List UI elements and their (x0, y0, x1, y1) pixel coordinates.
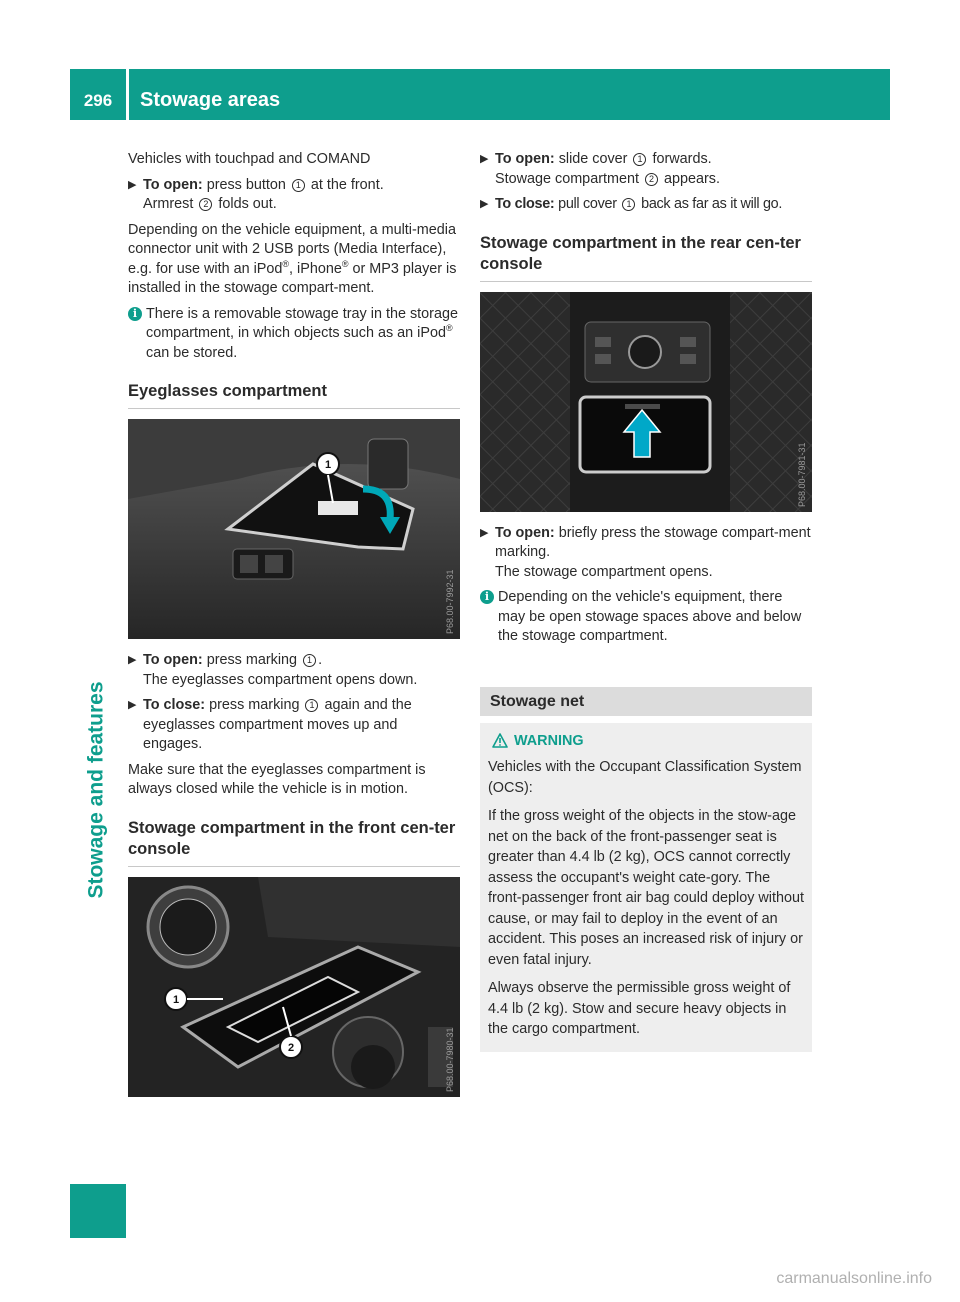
connector-text: , iPhone (289, 260, 342, 277)
marker-1-icon: 1 (292, 179, 305, 192)
marker-2-icon: 2 (645, 173, 658, 186)
info-note (128, 305, 460, 364)
eyeglasses-open-step (128, 651, 460, 690)
step-text: Armrest (143, 196, 194, 212)
page-number: 296 (83, 91, 113, 110)
step-arrow-icon: ▶ (480, 153, 489, 165)
connector-text: or MP3 player is installed in the stowage compart-ment. (128, 260, 457, 296)
front-console-image (128, 877, 460, 1097)
rear-console-open-step (480, 524, 812, 583)
warning-label: WARNING (514, 732, 584, 749)
info-text: There is a removable stowage tray in the storage compartment, in which objects such as an iPod (146, 305, 458, 341)
step-text: pull cover (558, 196, 617, 212)
warning-title (488, 731, 804, 752)
info-note (480, 588, 812, 647)
rear-console-image (480, 292, 812, 512)
marker-1-icon: 1 (303, 654, 316, 667)
marker-1-icon (173, 994, 179, 1006)
warning-paragraph: Vehicles with the Occupant Classification System (OCS): (488, 759, 802, 796)
front-console-open-step (480, 150, 812, 189)
step-arrow-icon: ▶ (480, 198, 489, 210)
warning-box (480, 723, 812, 1052)
step-arrow-icon: ▶ (128, 699, 137, 711)
eyeglasses-heading: Eyeglasses compartment (128, 381, 460, 409)
step-text: slide cover (558, 151, 628, 167)
step-text: . (318, 652, 323, 668)
svg-text:1: 1 (172, 993, 180, 1006)
step-text: Stowage compartment (495, 170, 639, 187)
marker-1-icon: 1 (305, 699, 318, 712)
connector-paragraph (128, 221, 460, 299)
connector-text: Depending on the vehicle equipment, a multi-media connector unit with 2 USB ports (Media Interface), e.g. for use with an iPod (128, 221, 456, 277)
eyeglasses-compartment-image (128, 419, 460, 639)
image-code: P68.00-7992-31 (445, 569, 455, 634)
step-arrow-icon: ▶ (480, 526, 489, 539)
header-divider (126, 69, 129, 120)
section-title: Stowage areas (140, 89, 281, 111)
intro-text: Vehicles with touchpad and COMAND (128, 151, 371, 167)
image-code: P68.00-7981-31 (797, 441, 807, 507)
marker-1-icon: 1 (633, 153, 646, 166)
step-text: press marking (209, 697, 300, 713)
step-arrow-icon: ▶ (128, 178, 137, 191)
step-label: To open: (495, 151, 555, 167)
warning-paragraph: If the gross weight of the objects in the stow-age net on the back of the front-passenger seat is greater than 4.4 lb (2 kg), OCS cannot correctly assess the occupant's weight cate-gory. The front-passenger front air bag could deploy without cause, or may fail to deploy in the event of an accident. This poses an increased risk of injury or even fatal injury. (488, 808, 804, 968)
step-text: at the front. (310, 176, 384, 193)
svg-text:1: 1 (324, 459, 332, 471)
step-result: The stowage compartment opens. (495, 563, 713, 580)
step-label: To open: (143, 176, 203, 193)
stowage-net-heading: Stowage net (480, 687, 812, 716)
info-text: Depending on the vehicle's equipment, there may be open stowage spaces above and below the stowage compartment. (498, 589, 802, 644)
step-result: The eyeglasses compartment opens down. (143, 671, 418, 688)
step-text: press marking (206, 652, 298, 668)
side-tab (72, 640, 122, 940)
info-text: can be stored. (146, 344, 238, 361)
registered-mark: ® (341, 258, 349, 269)
step-text: again and the eyeglasses compartment moves up and engages. (143, 697, 412, 752)
rear-console-heading: Stowage compartment in the rear cen-ter console (480, 233, 812, 282)
image-code: P68.00-7980-31 (445, 1026, 455, 1092)
eyeglasses-note: Make sure that the eyeglasses compartment is always closed while the vehicle is in motion. (128, 761, 426, 797)
front-console-close-step (480, 195, 812, 215)
info-icon: i (480, 590, 494, 604)
open-step (128, 176, 460, 215)
step-text: folds out. (218, 196, 277, 212)
watermark: carmanualsonline.info (776, 1270, 932, 1287)
step-label: To close: (495, 196, 555, 212)
registered-mark: ® (282, 258, 290, 269)
side-tab-label: Stowage and features (85, 681, 108, 899)
step-text: press button (206, 176, 286, 193)
marker-1-icon: 1 (622, 198, 635, 211)
step-text: back as far as it will go. (641, 196, 783, 212)
marker-1-icon (325, 459, 331, 471)
step-text: forwards. (652, 151, 712, 167)
step-label: To open: (495, 524, 555, 541)
marker-2-icon (288, 1042, 294, 1054)
marker-2-icon: 2 (199, 198, 212, 211)
left-column (128, 150, 460, 1109)
registered-mark: ® (445, 323, 453, 334)
step-label: To open: (143, 652, 203, 668)
step-label: To close: (143, 697, 206, 713)
info-icon: i (128, 307, 142, 321)
front-console-heading: Stowage compartment in the front cen-ter console (128, 818, 460, 867)
warning-paragraph: Always observe the permissible gross weight of 4.4 lb (2 kg). Stow and secure heavy objects in the cargo compartment. (488, 980, 791, 1037)
step-text: briefly press the stowage compart-ment marking. (495, 524, 811, 560)
warning-triangle-icon (492, 733, 508, 748)
step-arrow-icon: ▶ (128, 654, 137, 666)
eyeglasses-close-step (128, 696, 460, 755)
svg-text:2: 2 (287, 1041, 295, 1054)
side-block (70, 1184, 126, 1238)
right-column (480, 150, 812, 1052)
step-text: appears. (663, 170, 720, 187)
